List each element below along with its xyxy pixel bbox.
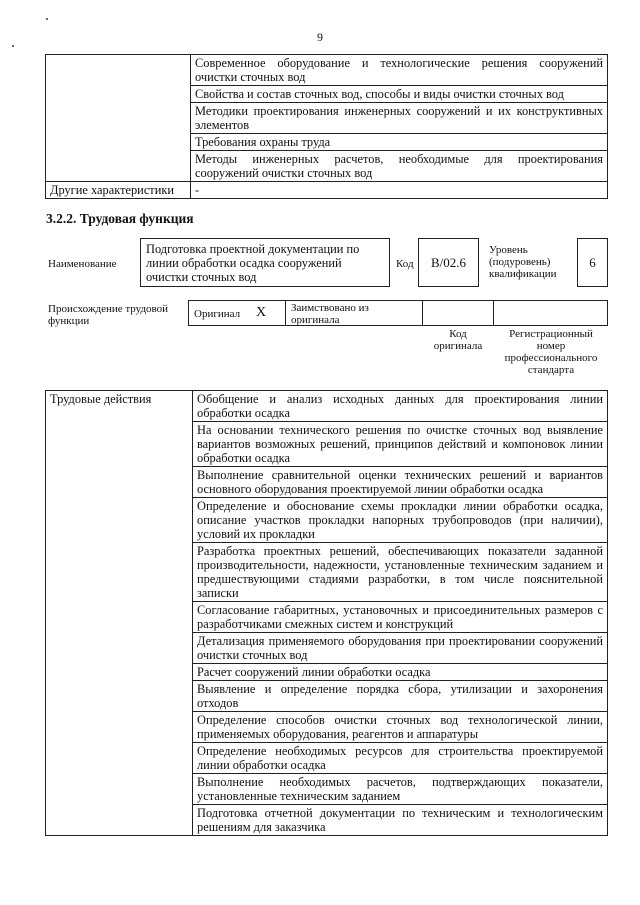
name-value: Подготовка проектной документации по линии обработки осадка сооружений очистки сточных вод (146, 242, 360, 284)
table-cell: Выполнение сравнительной оценки технических решений и вариантов основного оборудования проектируемой линии обработки осадка (193, 467, 608, 498)
table-cell: Выявление и определение порядка сбора, утилизации и захоронения отходов (193, 681, 608, 712)
table-cell: Свойства и состав сточных вод, способы и виды очистки сточных вод (191, 86, 608, 103)
origin-label: Происхождение трудовой функции (48, 303, 169, 327)
table-cell: Разработка проектных решений, обеспечивающих показатели заданной производительности, надежности, установленные техническим заданием и предшествующими стадиями разработки, в том числе пояснительной записки (193, 543, 608, 602)
borrowed-label: Заимствовано из оригинала (291, 302, 369, 326)
reg-number-caption: Регистрационный номер профессионального стандарта (504, 328, 598, 376)
code-value: В/02.6 (430, 255, 467, 270)
table-row (46, 55, 608, 86)
table-cell: Современное оборудование и технологические решения сооружений очистки сточных вод (191, 55, 608, 86)
original-mark: X (256, 305, 267, 320)
level-value: 6 (589, 255, 596, 270)
table-cell-label (46, 55, 191, 182)
code-label: Код (396, 258, 414, 270)
table-cell: Методики проектирования инженерных сооружений и их конструктивных элементов (191, 103, 608, 134)
code-original-box (422, 300, 494, 326)
original-label: Оригинал (194, 308, 241, 320)
table-cell: - (191, 182, 608, 199)
table-cell: Обобщение и анализ исходных данных для проектирования линии обработки осадка (193, 391, 608, 422)
table-cell: Согласование габаритных, установочных и присоединительных размеров с разработчиками смежных систем и конструкций (193, 602, 608, 633)
top-table (45, 54, 608, 199)
scan-dot (12, 45, 14, 47)
code-value-box (418, 238, 479, 287)
section-title: 3.2.2. Трудовая функция (46, 211, 194, 226)
code-original-caption: Код оригинала (433, 328, 483, 352)
table-row (46, 391, 608, 422)
table-cell: Подготовка отчетной документации по техническим и технологическим решениям для заказчика (193, 805, 608, 836)
table-cell-label: Трудовые действия (46, 391, 193, 836)
name-label: Наименование (48, 258, 117, 270)
scan-dot (46, 18, 48, 20)
page-number: 9 (317, 30, 323, 44)
table-cell: Определение способов очистки сточных вод технологической линии, применяемых оборудования, реагентов и аппаратуры (193, 712, 608, 743)
table-row (46, 182, 608, 199)
table-cell: Требования охраны труда (191, 134, 608, 151)
table-cell: Детализация применяемого оборудования при проектировании сооружений очистки сточных вод (193, 633, 608, 664)
name-value-box (140, 238, 390, 287)
level-label: Уровень (подуровень) квалификации (489, 244, 557, 280)
actions-table (45, 390, 608, 836)
table-cell: Определение и обоснование схемы прокладки линии обработки осадка, описание участков прокладки напорных трубопроводов (при наличии), условий их прокладки (193, 498, 608, 543)
table-cell: Методы инженерных расчетов, необходимые для проектирования сооружений очистки сточных вод (191, 151, 608, 182)
table-cell: На основании технического решения по очистке сточных вод выявление вариантов возможных решений, принципов действий и компоновок линии обработки осадка (193, 422, 608, 467)
table-cell: Определение необходимых ресурсов для строительства проектируемой линии обработки осадка (193, 743, 608, 774)
table-cell-label: Другие характеристики (46, 182, 191, 199)
reg-number-box (493, 300, 608, 326)
table-cell: Выполнение необходимых расчетов, подтверждающих показатели, установленные техническим заданием (193, 774, 608, 805)
level-value-box (577, 238, 608, 287)
table-cell: Расчет сооружений линии обработки осадка (193, 664, 608, 681)
